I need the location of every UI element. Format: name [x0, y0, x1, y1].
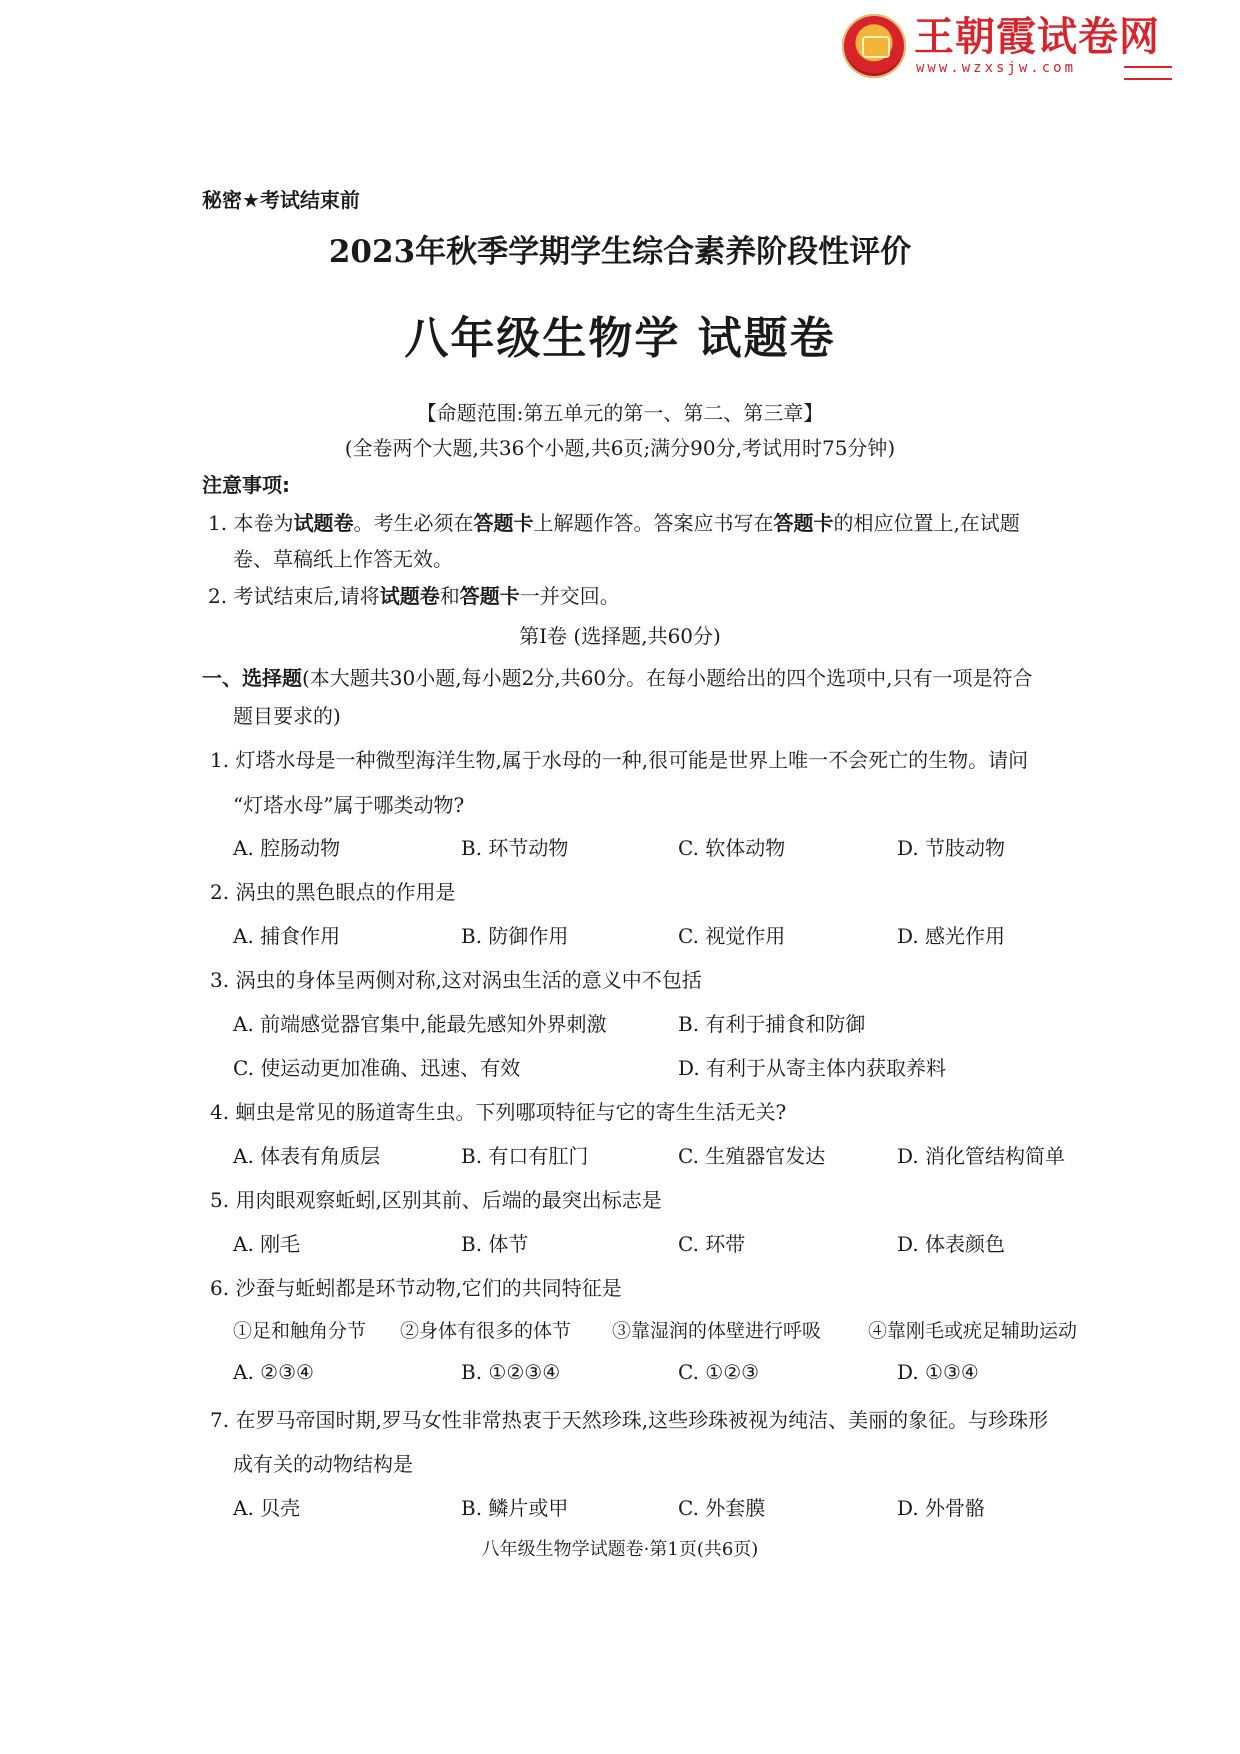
option-b: B. 体节 — [461, 1232, 529, 1256]
question-stem: 7. 在罗马帝国时期,罗马女性非常热衷于天然珍珠,这些珍珠被视为纯洁、美丽的象征。与珍珠形 — [210, 1408, 1049, 1432]
notice-item-2 — [208, 580, 620, 609]
page-footer: 八年级生物学试题卷·第1页(共6页) — [481, 1539, 759, 1560]
notice-text: 一并交回。 — [519, 584, 620, 608]
notice-text: 的相应位置上,在试题 — [833, 511, 1020, 535]
option-d: D. 外骨骼 — [897, 1496, 986, 1520]
option-b: B. 环节动物 — [461, 836, 569, 860]
notice-item-1 — [208, 507, 1020, 536]
option-c: C. 外套膜 — [678, 1496, 766, 1520]
option-d: D. ①③④ — [897, 1360, 979, 1384]
notice-text: 2. 考试结束后,请将 — [208, 584, 380, 608]
option-c: C. ①②③ — [678, 1360, 760, 1384]
option-b: B. 鳞片或甲 — [461, 1496, 569, 1520]
logo-name: 王朝霞试卷网 — [914, 14, 1160, 60]
notice-bold: 答题卡 — [773, 511, 834, 535]
statement-4: ④靠刚毛或疣足辅助运动 — [868, 1320, 1078, 1342]
option-b: B. 有利于捕食和防御 — [678, 1012, 866, 1036]
question-stem: 5. 用肉眼观察蚯蚓,区别其前、后端的最突出标志是 — [210, 1188, 662, 1212]
statement-3: ③靠湿润的体壁进行呼吸 — [612, 1320, 822, 1342]
notice-item-1-cont: 卷、草稿纸上作答无效。 — [233, 547, 453, 571]
notice-text: 1. 本卷为 — [208, 511, 294, 535]
question-stem: 1. 灯塔水母是一种微型海洋生物,属于水母的一种,很可能是世界上唯一不会死亡的生物。请问 — [210, 748, 1029, 772]
exam-subtitle: 八年级生物学 试题卷 — [404, 313, 836, 364]
question-stem: 2. 涡虫的黑色眼点的作用是 — [210, 880, 456, 904]
exam-scope: 【命题范围:第五单元的第一、第二、第三章】 — [416, 401, 824, 425]
notice-text: 上解题作答。答案应书写在 — [533, 511, 774, 535]
option-a: A. ②③④ — [233, 1360, 314, 1384]
option-d: D. 感光作用 — [897, 924, 1006, 948]
option-d: D. 节肢动物 — [897, 836, 1006, 860]
section-description — [202, 662, 1033, 691]
option-c: C. 使运动更加准确、迅速、有效 — [233, 1056, 521, 1080]
option-d: D. 体表颜色 — [897, 1232, 1006, 1256]
option-d: D. 有利于从寄主体内获取养料 — [678, 1056, 947, 1080]
secret-label: 秘密★考试结束前 — [202, 188, 360, 212]
option-a: A. 前端感觉器官集中,能最先感知外界刺激 — [233, 1012, 607, 1036]
option-c: C. 环带 — [678, 1232, 746, 1256]
notice-bold: 试题卷 — [379, 584, 440, 608]
option-a: A. 捕食作用 — [233, 924, 341, 948]
question-stem-cont: 成有关的动物结构是 — [233, 1452, 413, 1476]
option-a: A. 刚毛 — [233, 1232, 301, 1256]
option-c: C. 视觉作用 — [678, 924, 786, 948]
notice-bold: 答题卡 — [473, 511, 534, 535]
option-a: A. 体表有角质层 — [233, 1144, 381, 1168]
option-c: C. 软体动物 — [678, 836, 786, 860]
option-a: A. 腔肠动物 — [233, 836, 341, 860]
option-a: A. 贝壳 — [233, 1496, 301, 1520]
notice-heading: 注意事项: — [202, 473, 290, 497]
question-stem: 6. 沙蚕与蚯蚓都是环节动物,它们的共同特征是 — [210, 1276, 622, 1300]
section-desc-text: (本大题共30小题,每小题2分,共60分。在每小题给出的四个选项中,只有一项是符合 — [302, 666, 1033, 690]
seal-icon — [842, 14, 906, 78]
section-heading: 一、选择题 — [202, 666, 302, 690]
exam-info: (全卷两个大题,共36个小题,共6页;满分90分,考试用时75分钟) — [344, 436, 896, 460]
notice-bold: 答题卡 — [459, 584, 520, 608]
notice-text: 和 — [439, 584, 460, 608]
option-d: D. 消化管结构简单 — [897, 1144, 1066, 1168]
decorative-lines — [1124, 66, 1172, 80]
statement-1: ①足和触角分节 — [233, 1320, 367, 1342]
option-c: C. 生殖器官发达 — [678, 1144, 826, 1168]
notice-text: 。考生必须在 — [353, 511, 474, 535]
question-stem: 4. 蛔虫是常见的肠道寄生虫。下列哪项特征与它的寄生生活无关? — [210, 1100, 787, 1124]
site-logo — [842, 14, 1172, 78]
option-b: B. 防御作用 — [461, 924, 569, 948]
exam-title: 2023年秋季学期学生综合素养阶段性评价 — [328, 234, 912, 270]
logo-url: www.wzxsjw.com — [916, 60, 1077, 76]
option-b: B. ①②③④ — [461, 1360, 561, 1384]
question-stem: 3. 涡虫的身体呈两侧对称,这对涡虫生活的意义中不包括 — [210, 968, 702, 992]
section-title: 第Ⅰ卷 (选择题,共60分) — [519, 624, 721, 648]
option-b: B. 有口有肛门 — [461, 1144, 589, 1168]
statement-2: ②身体有很多的体节 — [400, 1320, 572, 1342]
section-desc-cont: 题目要求的) — [233, 704, 341, 728]
question-stem-cont: “灯塔水母”属于哪类动物? — [233, 793, 465, 817]
notice-bold: 试题卷 — [293, 511, 354, 535]
